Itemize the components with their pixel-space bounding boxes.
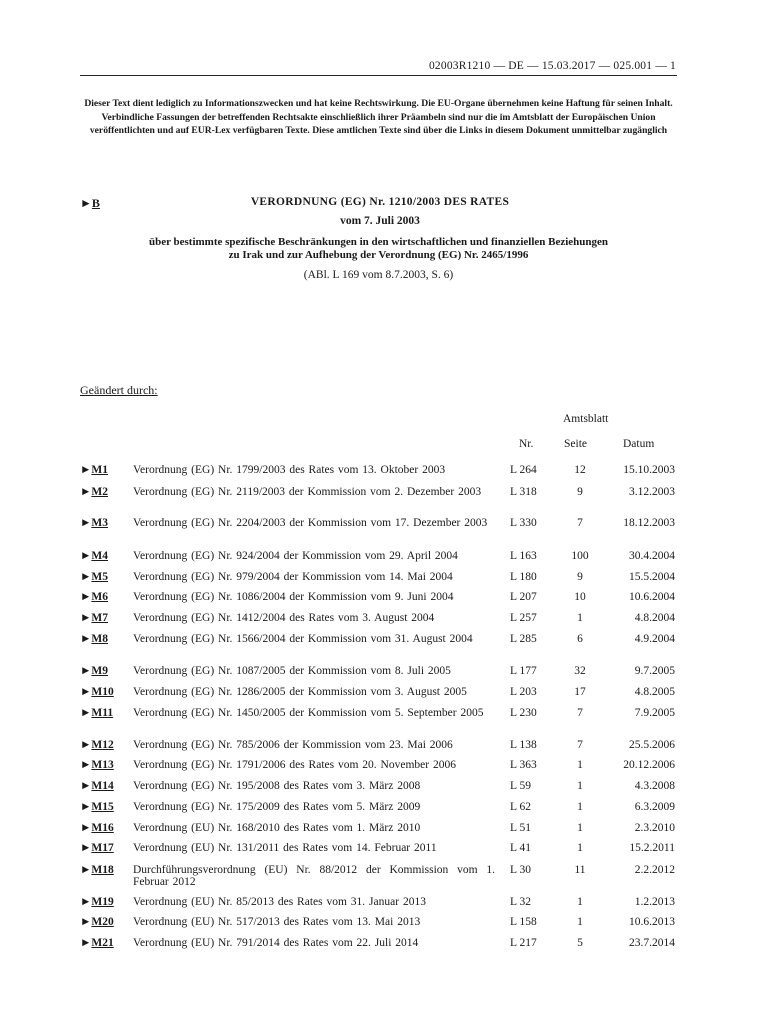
- arrow-icon: ►: [80, 842, 92, 854]
- oj-date: 2.3.2010: [634, 822, 675, 834]
- oj-number: L 230: [510, 707, 537, 719]
- oj-date: 6.3.2009: [634, 801, 675, 813]
- column-header-datum: Datum: [623, 438, 655, 450]
- amendment-marker[interactable]: [80, 465, 108, 477]
- amendment-description: Verordnung (EU) Nr. 791/2014 des Rates vom 22. Juli 2014: [133, 937, 419, 949]
- amendment-marker[interactable]: [80, 917, 114, 929]
- oj-page: 1: [577, 896, 583, 908]
- amendment-marker[interactable]: [80, 781, 114, 793]
- amendment-description: Verordnung (EG) Nr. 979/2004 der Kommission vom 14. Mai 2004: [133, 571, 453, 583]
- amendment-marker[interactable]: [80, 708, 113, 720]
- oj-page: 7: [577, 707, 583, 719]
- arrow-icon: ►: [80, 864, 92, 876]
- regulation-subject: [80, 236, 677, 262]
- oj-date: 2.2.2012: [634, 864, 675, 876]
- amendment-description: Verordnung (EU) Nr. 517/2013 des Rates vom 13. Mai 2013: [133, 916, 421, 928]
- amendment-marker[interactable]: [80, 865, 114, 877]
- oj-number: L 257: [510, 612, 537, 624]
- amendment-description: Verordnung (EG) Nr. 175/2009 des Rates vom 5. März 2009: [133, 801, 421, 813]
- arrow-icon: ►: [80, 612, 92, 624]
- arrow-icon: ►: [80, 550, 92, 562]
- oj-date: 1.2.2013: [634, 896, 675, 908]
- amendment-description: Verordnung (EG) Nr. 2119/2003 der Kommission vom 2. Dezember 2003: [133, 486, 482, 498]
- arrow-icon: ►: [80, 591, 92, 603]
- oj-page: 6: [577, 633, 583, 645]
- arrow-icon: ►: [80, 517, 92, 529]
- amendment-description: Verordnung (EG) Nr. 1799/2003 des Rates vom 13. Oktober 2003: [133, 464, 446, 476]
- amendment-marker[interactable]: [80, 551, 108, 563]
- oj-number: L 163: [510, 550, 537, 562]
- oj-number: L 330: [510, 517, 537, 529]
- amendment-link[interactable]: M7: [91, 612, 108, 624]
- document-reference: 02003R1210 — DE — 15.03.2017 — 025.001 — 1: [428, 60, 676, 72]
- oj-date: 23.7.2014: [629, 937, 675, 949]
- oj-date: 18.12.2003: [623, 517, 675, 529]
- arrow-icon: ►: [80, 665, 92, 677]
- oj-number: L 177: [510, 665, 537, 677]
- amendment-link[interactable]: M3: [91, 517, 108, 529]
- arrow-icon: ►: [80, 571, 92, 583]
- amendment-description: Verordnung (EG) Nr. 1086/2004 der Kommission vom 9. Juni 2004: [133, 591, 454, 603]
- regulation-date: vom 7. Juli 2003: [340, 215, 420, 227]
- amendment-link[interactable]: M13: [91, 759, 114, 771]
- oj-date: 15.10.2003: [623, 464, 675, 476]
- arrow-icon: ►: [80, 916, 92, 928]
- oj-date: 25.5.2006: [629, 739, 675, 751]
- amendment-link[interactable]: M16: [91, 822, 114, 834]
- oj-page: 1: [577, 822, 583, 834]
- disclaimer-text: Dieser Text dient lediglich zu Informationszwecken und hat keine Rechtswirkung. Die EU-Organe übernehmen keine Haftung für seinen Inhalt. Verbindliche Fassungen der betreffenden Rechtsakte einschließlich ihrer Präambeln sind nur die im Amtsblatt der Europäischen Union veröffentlichten und auf EUR-Lex verfügbaren Texte. Diese amtlichen Texte sind über die Links in diesem Dokument unmittelbar zugänglich: [84, 98, 673, 136]
- amendment-link[interactable]: M18: [91, 864, 114, 876]
- arrow-icon: ►: [80, 937, 92, 949]
- oj-page: 1: [577, 842, 583, 854]
- amendment-link[interactable]: M10: [91, 686, 114, 698]
- subject-line-1: über bestimmte spezifische Beschränkungen in den wirtschaftlichen und finanziellen Beziehungen: [148, 236, 609, 248]
- arrow-icon: ►: [80, 759, 92, 771]
- oj-page: 1: [577, 916, 583, 928]
- oj-number: L 32: [510, 896, 531, 908]
- amendment-marker[interactable]: [80, 897, 114, 909]
- amendment-link[interactable]: M12: [91, 739, 114, 751]
- arrow-icon: ►: [80, 633, 92, 645]
- amendment-description: Verordnung (EG) Nr. 924/2004 der Kommission vom 29. April 2004: [133, 550, 458, 562]
- arrow-icon: ►: [80, 486, 92, 498]
- amendment-link[interactable]: M8: [91, 633, 108, 645]
- amendment-link[interactable]: M1: [91, 464, 108, 476]
- oj-number: L 363: [510, 759, 537, 771]
- amendment-description: Verordnung (EG) Nr. 1566/2004 der Kommission vom 31. August 2004: [133, 633, 473, 645]
- oj-number: L 59: [510, 780, 531, 792]
- oj-page: 1: [577, 801, 583, 813]
- oj-date: 10.6.2013: [629, 916, 675, 928]
- oj-page: 1: [577, 759, 583, 771]
- oj-page: 1: [577, 612, 583, 624]
- amendment-description: Verordnung (EU) Nr. 168/2010 des Rates vom 1. März 2010: [133, 822, 421, 834]
- amendment-marker[interactable]: [80, 634, 108, 646]
- arrow-icon: ►: [80, 686, 92, 698]
- amendment-link[interactable]: M17: [91, 842, 114, 854]
- oj-date: 3.12.2003: [629, 486, 675, 498]
- amendment-description: Durchführungsverordnung (EU) Nr. 88/2012 der Kommission vom 1. Februar 2012: [133, 864, 495, 888]
- amendment-link[interactable]: M21: [91, 937, 114, 949]
- column-header-seite: Seite: [564, 438, 587, 450]
- marker-label[interactable]: B: [91, 196, 100, 210]
- oj-page: 17: [574, 686, 586, 698]
- amendment-marker[interactable]: [80, 802, 114, 814]
- column-group-amtsblatt: Amtsblatt: [563, 413, 609, 425]
- amendment-description: Verordnung (EG) Nr. 785/2006 der Kommission vom 23. Mai 2006: [133, 739, 453, 751]
- amendment-link[interactable]: M6: [91, 591, 108, 603]
- oj-number: L 158: [510, 916, 537, 928]
- regulation-title: VERORDNUNG (EG) Nr. 1210/2003 DES RATES: [250, 196, 510, 208]
- oj-number: L 41: [510, 842, 531, 854]
- amendment-description: Verordnung (EG) Nr. 2204/2003 der Kommission vom 17. Dezember 2003: [133, 517, 488, 529]
- amendment-link[interactable]: M9: [91, 665, 108, 677]
- amendment-marker[interactable]: [80, 823, 114, 835]
- amendment-description: Verordnung (EU) Nr. 131/2011 des Rates vom 14. Februar 2011: [133, 842, 437, 854]
- oj-number: L 285: [510, 633, 537, 645]
- amendment-description: Verordnung (EU) Nr. 85/2013 des Rates vom 31. Januar 2013: [133, 896, 426, 908]
- oj-number: L 207: [510, 591, 537, 603]
- oj-date: 15.2.2011: [629, 842, 675, 854]
- amendment-marker[interactable]: [80, 938, 114, 950]
- oj-page: 7: [577, 739, 583, 751]
- oj-date: 4.3.2008: [634, 780, 675, 792]
- oj-page: 10: [574, 591, 586, 603]
- oj-number: L 264: [510, 464, 537, 476]
- oj-page: 32: [574, 665, 586, 677]
- amendment-link[interactable]: M5: [91, 571, 108, 583]
- oj-number: L 62: [510, 801, 531, 813]
- amendment-description: Verordnung (EG) Nr. 1412/2004 des Rates vom 3. August 2004: [133, 612, 435, 624]
- oj-date: 4.8.2004: [634, 612, 675, 624]
- oj-number: L 180: [510, 571, 537, 583]
- header-rule: [80, 75, 677, 76]
- amendment-description: Verordnung (EG) Nr. 195/2008 des Rates vom 3. März 2008: [133, 780, 421, 792]
- amended-by-heading: Geändert durch:: [80, 383, 158, 397]
- amendment-marker[interactable]: [80, 687, 114, 699]
- official-journal-reference: (ABl. L 169 vom 8.7.2003, S. 6): [303, 269, 454, 281]
- amendment-link[interactable]: M4: [91, 550, 108, 562]
- arrow-icon: ►: [80, 822, 92, 834]
- amendment-marker[interactable]: [80, 572, 108, 584]
- amendment-marker[interactable]: [80, 740, 114, 752]
- amendment-description: Verordnung (EG) Nr. 1286/2005 der Kommission vom 3. August 2005: [133, 686, 467, 698]
- oj-page: 5: [577, 937, 583, 949]
- oj-page: 1: [577, 780, 583, 792]
- amendment-link[interactable]: M19: [91, 896, 114, 908]
- amendment-link[interactable]: M15: [91, 801, 114, 813]
- amendment-description: Verordnung (EG) Nr. 1087/2005 der Kommission vom 8. Juli 2005: [133, 665, 451, 677]
- oj-number: L 217: [510, 937, 537, 949]
- oj-page: 9: [577, 571, 583, 583]
- amendment-description: Verordnung (EG) Nr. 1791/2006 des Rates vom 20. November 2006: [133, 759, 456, 771]
- oj-number: L 203: [510, 686, 537, 698]
- oj-date: 9.7.2005: [634, 665, 675, 677]
- arrow-icon: ►: [80, 707, 92, 719]
- oj-date: 30.4.2004: [629, 550, 675, 562]
- oj-date: 4.9.2004: [634, 633, 675, 645]
- amendment-marker[interactable]: [80, 666, 108, 678]
- amendment-marker[interactable]: [80, 760, 114, 772]
- amendment-marker[interactable]: [80, 592, 108, 604]
- amendment-marker[interactable]: [80, 613, 108, 625]
- amendment-marker[interactable]: [80, 843, 114, 855]
- oj-date: 7.9.2005: [634, 707, 675, 719]
- oj-date: 4.8.2005: [634, 686, 675, 698]
- oj-date: 20.12.2006: [623, 759, 675, 771]
- oj-date: 15.5.2004: [629, 571, 675, 583]
- arrow-icon: ►: [80, 801, 92, 813]
- amendment-marker[interactable]: [80, 487, 108, 499]
- amendment-link[interactable]: M20: [91, 916, 114, 928]
- oj-page: 12: [574, 464, 586, 476]
- arrow-icon: ►: [80, 896, 92, 908]
- amendment-description: Verordnung (EG) Nr. 1450/2005 der Kommission vom 5. September 2005: [133, 707, 484, 719]
- arrow-icon: ►: [80, 464, 92, 476]
- oj-date: 10.6.2004: [629, 591, 675, 603]
- amendment-marker[interactable]: [80, 518, 108, 530]
- oj-page: 100: [571, 550, 589, 562]
- oj-number: L 138: [510, 739, 537, 751]
- oj-number: L 30: [510, 864, 531, 876]
- oj-page: 7: [577, 517, 583, 529]
- arrow-icon: ►: [80, 196, 92, 210]
- oj-page: 11: [574, 864, 586, 876]
- arrow-icon: ►: [80, 780, 92, 792]
- column-header-nr: Nr.: [519, 438, 534, 450]
- marker-basic-act[interactable]: [80, 196, 100, 211]
- amendment-link[interactable]: M14: [91, 780, 114, 792]
- subject-line-2: zu Irak und zur Aufhebung der Verordnung (EG) Nr. 2465/1996: [228, 249, 529, 261]
- amendment-link[interactable]: M11: [91, 707, 114, 719]
- arrow-icon: ►: [80, 739, 92, 751]
- oj-page: 9: [577, 486, 583, 498]
- amendment-link[interactable]: M2: [91, 486, 108, 498]
- oj-number: L 318: [510, 486, 537, 498]
- oj-number: L 51: [510, 822, 531, 834]
